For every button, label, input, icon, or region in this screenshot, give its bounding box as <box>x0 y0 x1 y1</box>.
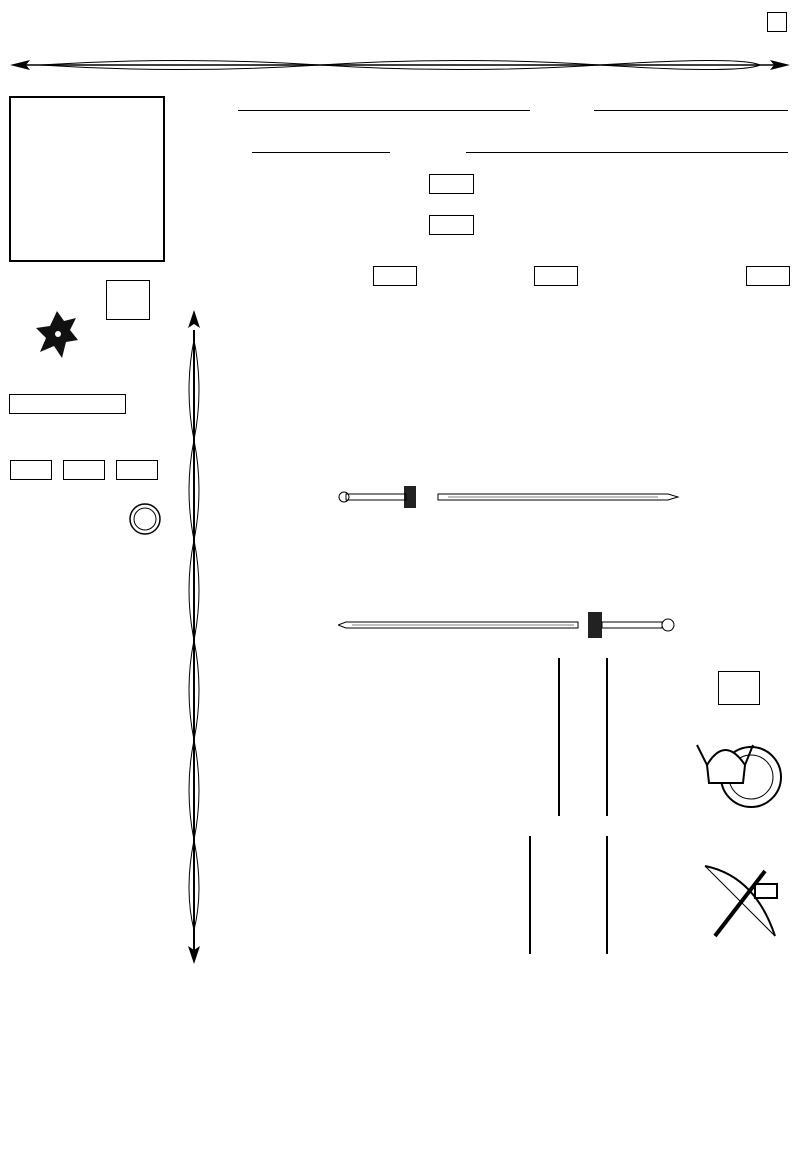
sword-ornament-1 <box>338 480 680 514</box>
niveau-box[interactable] <box>106 280 150 320</box>
magie-phys-box[interactable] <box>373 266 417 286</box>
ea-max-box[interactable] <box>429 215 474 235</box>
total-protection-box[interactable] <box>718 671 760 705</box>
header-spear-ornament <box>0 54 800 76</box>
dragon-icon <box>32 306 82 366</box>
xp-box[interactable] <box>9 394 126 414</box>
weapons-icon <box>695 856 785 946</box>
sword-ornament-2 <box>338 608 680 642</box>
portrait-box[interactable] <box>9 96 165 262</box>
ev-max-box[interactable] <box>429 174 474 194</box>
magie-psy-box[interactable] <box>534 266 578 286</box>
resist-magie-box[interactable] <box>746 266 790 286</box>
destin-box-3[interactable] <box>116 460 158 480</box>
destin-box-2[interactable] <box>63 460 105 480</box>
destin-box-1[interactable] <box>10 460 52 480</box>
spear-ornament <box>182 310 206 964</box>
pnj-checkbox[interactable] <box>767 12 787 32</box>
coin-icon <box>128 502 162 536</box>
helmet-shield-icon <box>695 725 785 815</box>
